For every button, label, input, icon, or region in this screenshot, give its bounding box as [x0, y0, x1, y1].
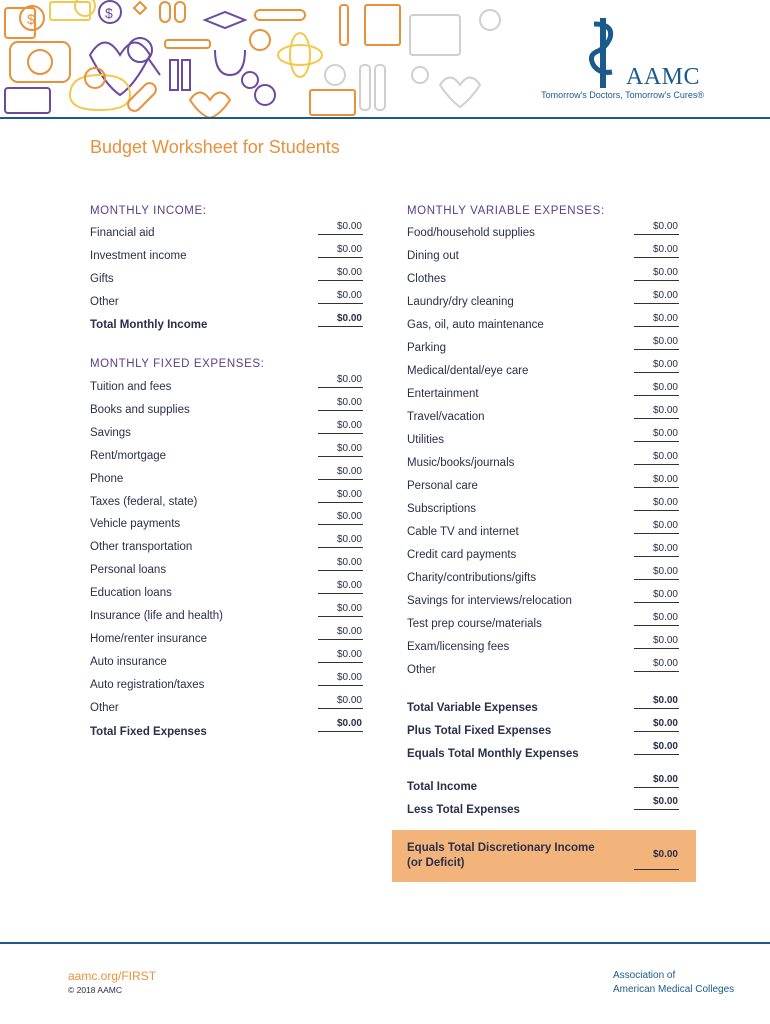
income-row-label: Investment income [90, 250, 187, 262]
variable-row-underline [634, 303, 679, 304]
fixed-row-value-field[interactable]: $0.00 [336, 694, 362, 706]
variable-row-value-field[interactable]: $0.00 [652, 428, 678, 439]
pill-icon [128, 83, 156, 111]
summary-row-underline [634, 708, 679, 709]
summary-row-value-field[interactable]: $0.00 [652, 774, 678, 785]
svg-text:$: $ [27, 11, 35, 27]
fixed-expenses-heading: MONTHLY FIXED EXPENSES: [90, 358, 265, 370]
income-row-value-field[interactable]: $0.00 [336, 221, 362, 232]
graduation-cap-icon [205, 12, 245, 28]
income-heading: MONTHLY INCOME: [90, 205, 207, 217]
fixed-row-underline [318, 662, 363, 663]
income-row-underline [318, 234, 363, 235]
footer-link[interactable]: aamc.org/FIRST [68, 969, 157, 983]
variable-row-label: Credit card payments [407, 549, 517, 561]
variable-row-label: Food/household supplies [407, 227, 535, 239]
variable-row-label: Dining out [407, 250, 459, 262]
income-total-label: Total Monthly Income [90, 319, 208, 331]
star-of-life-icon [134, 2, 146, 14]
header-divider [0, 117, 770, 119]
fixed-row-underline [318, 547, 363, 548]
fixed-row-label: Vehicle payments [90, 518, 181, 531]
footer-divider [0, 942, 770, 944]
summary-row-label: Total Variable Expenses [407, 702, 538, 714]
income-total-value-field[interactable]: $0.00 [336, 313, 362, 324]
fixed-row-underline [318, 616, 363, 617]
variable-row-label: Charity/contributions/gifts [407, 572, 537, 584]
fixed-row-underline [318, 570, 363, 571]
variable-row-underline [634, 441, 679, 442]
variable-row-label: Utilities [407, 434, 445, 446]
fixed-row-underline [318, 685, 363, 686]
fixed-row-label: Phone [90, 472, 124, 485]
variable-row-value-field[interactable]: $0.00 [652, 635, 678, 646]
variable-row-underline [634, 349, 679, 350]
fixed-row-label: Insurance (life and health) [90, 610, 223, 622]
books-icon [170, 60, 178, 90]
heart-hand-icon [190, 93, 230, 119]
footer-org-line1: Association of [613, 970, 676, 981]
variable-row-underline [634, 372, 679, 373]
fixed-row-label: Home/renter insurance [90, 632, 207, 645]
variable-row-underline [634, 533, 679, 534]
variable-row-value-field[interactable]: $0.00 [652, 382, 678, 393]
income-total-underline [318, 326, 363, 327]
fixed-row-label: Auto registration/taxes [90, 678, 205, 691]
variable-row-label: Other [407, 664, 436, 676]
income-row-value-field[interactable]: $0.00 [336, 290, 362, 301]
capsule-icon [160, 2, 170, 22]
income-row-value-field[interactable]: $0.00 [336, 244, 362, 255]
fixed-row-label: Other transportation [90, 541, 193, 554]
discretionary-value-field[interactable]: $0.00 [652, 849, 678, 860]
fixed-row-value-field[interactable]: $0.00 [336, 534, 362, 546]
fixed-row-value-field[interactable]: $0.00 [336, 396, 362, 408]
clipboard-icon [310, 90, 355, 115]
syringe-icon [340, 5, 348, 45]
footer-copyright: © 2018 AAMC [68, 985, 122, 995]
computer-icon [410, 15, 460, 55]
dollar-coin-icon [480, 10, 500, 30]
logo-tagline: Tomorrow's Doctors, Tomorrow's Cures® [541, 90, 704, 100]
page-title: Budget Worksheet for Students [90, 137, 340, 157]
piggy-bank-icon [70, 75, 130, 110]
variable-row-value-field[interactable]: $0.00 [652, 267, 678, 278]
variable-row-underline [634, 395, 679, 396]
summary-row-underline [634, 754, 679, 755]
variable-row-underline [634, 234, 679, 235]
fixed-row-value-field[interactable]: $0.00 [336, 557, 362, 569]
variable-row-value-field[interactable]: $0.00 [652, 359, 678, 370]
variable-row-label: Entertainment [407, 388, 479, 400]
income-row-label: Gifts [90, 273, 114, 285]
dollar-coin-icon [250, 30, 270, 50]
variable-row-value-field[interactable]: $0.00 [652, 336, 678, 347]
fixed-row-label: Tuition and fees [90, 381, 172, 393]
fixed-row-value-field[interactable]: $0.00 [336, 671, 362, 683]
first-aid-icon [10, 42, 70, 82]
fixed-row-underline [318, 456, 363, 457]
variable-row-label: Subscriptions [407, 503, 477, 515]
svg-text:$: $ [105, 5, 113, 21]
variable-row-underline [634, 418, 679, 419]
test-tubes-icon [360, 65, 370, 110]
variable-row-label: Exam/licensing fees [407, 641, 510, 653]
fixed-row-underline [318, 708, 363, 709]
variable-row-value-field[interactable]: $0.00 [652, 566, 678, 577]
calculator-icon [50, 2, 90, 20]
fixed-row-label: Auto insurance [90, 655, 167, 668]
fixed-row-value-field[interactable]: $0.00 [336, 442, 362, 454]
variable-row-underline [634, 464, 679, 465]
variable-row-value-field[interactable]: $0.00 [652, 244, 678, 255]
variable-row-label: Savings for interviews/relocation [407, 595, 572, 607]
logo-wordmark: AAMC [626, 64, 701, 90]
fixed-row-underline [318, 639, 363, 640]
heart-icon [440, 78, 480, 108]
fixed-row-underline [318, 524, 363, 525]
summary-row-underline [634, 731, 679, 732]
variable-row-value-field[interactable]: $0.00 [652, 612, 678, 623]
header-banner [0, 0, 770, 120]
variable-row-label: Gas, oil, auto maintenance [407, 319, 544, 331]
summary-row-label: Equals Total Monthly Expenses [407, 748, 579, 760]
fixed-row-value-field[interactable]: $0.00 [336, 625, 362, 637]
variable-row-underline [634, 257, 679, 258]
fixed-row-label: Savings [90, 426, 131, 439]
fixed-row-label: Rent/mortgage [90, 449, 167, 462]
fixed-row-label: Education loans [90, 587, 172, 600]
fixed-row-underline [318, 502, 363, 503]
medical-icons-pattern [0, 0, 540, 118]
variable-row-underline [634, 671, 679, 672]
fixed-row-value-field[interactable]: $0.00 [336, 648, 362, 660]
variable-row-underline [634, 280, 679, 281]
variable-row-value-field[interactable]: $0.00 [652, 520, 678, 531]
atom-icon [278, 45, 322, 65]
summary-row-underline [634, 809, 679, 810]
summary-row-label: Total Income [407, 781, 478, 793]
variable-row-label: Medical/dental/eye care [407, 365, 529, 377]
stethoscope-icon [215, 50, 245, 75]
capsule-icon [175, 2, 185, 22]
variable-row-underline [634, 556, 679, 557]
thermometer-icon [255, 10, 305, 20]
variable-row-value-field[interactable]: $0.00 [652, 543, 678, 554]
variable-row-label: Parking [407, 342, 446, 354]
syringe-icon [165, 40, 210, 48]
discretionary-label-line2: (or Deficit) [407, 857, 465, 869]
fixed-row-underline [318, 433, 363, 434]
variable-row-label: Cable TV and internet [407, 526, 519, 538]
variable-row-underline [634, 510, 679, 511]
summary-row-value-field[interactable]: $0.00 [652, 796, 678, 807]
dollar-coin-icon [255, 85, 275, 105]
fixed-row-value-field[interactable]: $0.00 [336, 580, 362, 592]
dollar-coin-icon [412, 67, 428, 83]
variable-expenses-heading: MONTHLY VARIABLE EXPENSES: [407, 205, 605, 217]
variable-row-value-field[interactable]: $0.00 [652, 451, 678, 462]
variable-row-underline [634, 579, 679, 580]
fixed-row-label: Taxes (federal, state) [90, 495, 198, 508]
fixed-row-label: Other [90, 701, 119, 714]
fixed-row-underline [318, 479, 363, 480]
variable-row-label: Clothes [407, 273, 446, 285]
variable-row-label: Music/books/journals [407, 457, 515, 469]
wallet-icon [5, 88, 50, 113]
summary-row-value-field[interactable]: $0.00 [652, 718, 678, 729]
fixed-row-value-field[interactable]: $0.00 [336, 374, 362, 385]
fixed-total-underline [318, 731, 363, 732]
variable-row-label: Personal care [407, 480, 478, 492]
summary-row-value-field[interactable]: $0.00 [652, 741, 678, 752]
variable-row-value-field[interactable]: $0.00 [652, 497, 678, 508]
fixed-total-value-field[interactable]: $0.00 [336, 718, 362, 729]
income-row-underline [318, 303, 363, 304]
income-row-value-field[interactable]: $0.00 [336, 267, 362, 278]
fixed-row-value-field[interactable]: $0.00 [336, 511, 362, 523]
footer-org-line2: American Medical Colleges [613, 984, 735, 995]
variable-row-underline [634, 648, 679, 649]
fixed-row-label: Personal loans [90, 564, 167, 577]
variable-row-label: Travel/vacation [407, 411, 485, 423]
variable-row-underline [634, 625, 679, 626]
dollar-coin-icon [85, 68, 105, 88]
variable-row-underline [634, 326, 679, 327]
variable-row-value-field[interactable]: $0.00 [652, 221, 678, 232]
caduceus-icon [574, 14, 634, 94]
calendar-icon [365, 5, 400, 45]
income-row-label: Other [90, 296, 119, 308]
fixed-row-value-field[interactable]: $0.00 [336, 488, 362, 500]
variable-row-value-field[interactable]: $0.00 [652, 589, 678, 600]
fixed-row-underline [318, 410, 363, 411]
first-aid-cross-icon [28, 50, 52, 74]
fixed-total-label: Total Fixed Expenses [90, 726, 207, 738]
variable-row-underline [634, 602, 679, 603]
fixed-row-underline [318, 593, 363, 594]
variable-row-value-field[interactable]: $0.00 [652, 405, 678, 416]
fixed-row-value-field[interactable]: $0.00 [336, 603, 362, 614]
variable-row-label: Laundry/dry cleaning [407, 296, 514, 308]
summary-row-underline [634, 787, 679, 788]
fixed-row-value-field[interactable]: $0.00 [336, 465, 362, 477]
discretionary-label-line1: Equals Total Discretionary Income [407, 842, 595, 854]
variable-row-value-field[interactable]: $0.00 [652, 313, 678, 324]
fixed-row-value-field[interactable]: $0.00 [336, 419, 362, 431]
fixed-row-underline [318, 387, 363, 388]
dollar-coin-icon [325, 65, 345, 85]
fixed-row-label: Books and supplies [90, 403, 190, 416]
summary-row-value-field[interactable]: $0.00 [652, 695, 678, 706]
summary-row-label: Less Total Expenses [407, 804, 520, 816]
footer-org-name [613, 969, 734, 997]
variable-row-underline [634, 487, 679, 488]
variable-row-label: Test prep course/materials [407, 618, 542, 630]
variable-row-value-field[interactable]: $0.00 [652, 290, 678, 301]
income-row-label: Financial aid [90, 227, 155, 239]
variable-row-value-field[interactable]: $0.00 [652, 658, 678, 669]
variable-row-value-field[interactable]: $0.00 [652, 474, 678, 485]
income-row-underline [318, 257, 363, 258]
summary-row-label: Plus Total Fixed Expenses [407, 725, 552, 737]
income-row-underline [318, 280, 363, 281]
discretionary-underline [634, 869, 679, 870]
